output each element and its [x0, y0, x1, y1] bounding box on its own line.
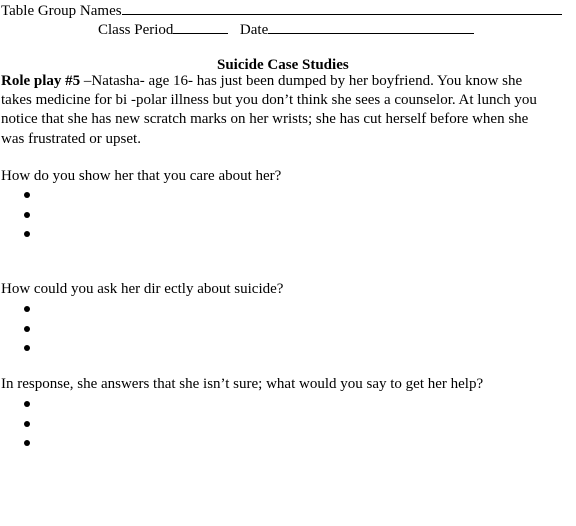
- bullet-icon: [24, 212, 30, 218]
- scenario-paragraph: [1, 72, 571, 149]
- class-period-label: Class Period: [98, 22, 174, 38]
- question-3: In response, she answers that she isn’t sure; what would you say to get her help?: [1, 376, 484, 392]
- group-names-blank: [122, 0, 562, 15]
- bullet-icon: [24, 421, 30, 427]
- question-2: How could you ask her dir ectly about suicide?: [1, 281, 284, 297]
- date-label: Date: [239, 22, 269, 38]
- scenario-line: notice that she has new scratch marks on her wrists; she has cut herself before when she: [1, 111, 529, 128]
- bullet-icon: [24, 440, 30, 446]
- group-names-line: [1, 0, 562, 21]
- bullet-icon: [24, 326, 30, 332]
- date-blank: [268, 19, 474, 34]
- bullet-icon: [24, 306, 30, 312]
- group-names-label: Table Group Names: [1, 3, 122, 19]
- bullet-icon: [24, 345, 30, 351]
- scenario-line: takes medicine for bi -polar illness but you don’t think she sees a counselor. At lunch you: [1, 92, 537, 109]
- bullet-icon: [24, 231, 30, 237]
- class-period-blank: [173, 19, 228, 34]
- bullet-icon: [24, 192, 30, 198]
- bullet-icon: [24, 401, 30, 407]
- page-title: Suicide Case Studies: [217, 57, 349, 73]
- scenario-text: –Natasha- age 16- has just been dumped by her boyfriend. You know she: [80, 73, 523, 89]
- scenario-line: was frustrated or upset.: [1, 130, 141, 147]
- role-play-label: Role play #5: [1, 73, 81, 89]
- period-date-line: [98, 19, 474, 40]
- scenario-line: [1, 72, 571, 91]
- question-1: How do you show her that you care about her?: [1, 168, 282, 184]
